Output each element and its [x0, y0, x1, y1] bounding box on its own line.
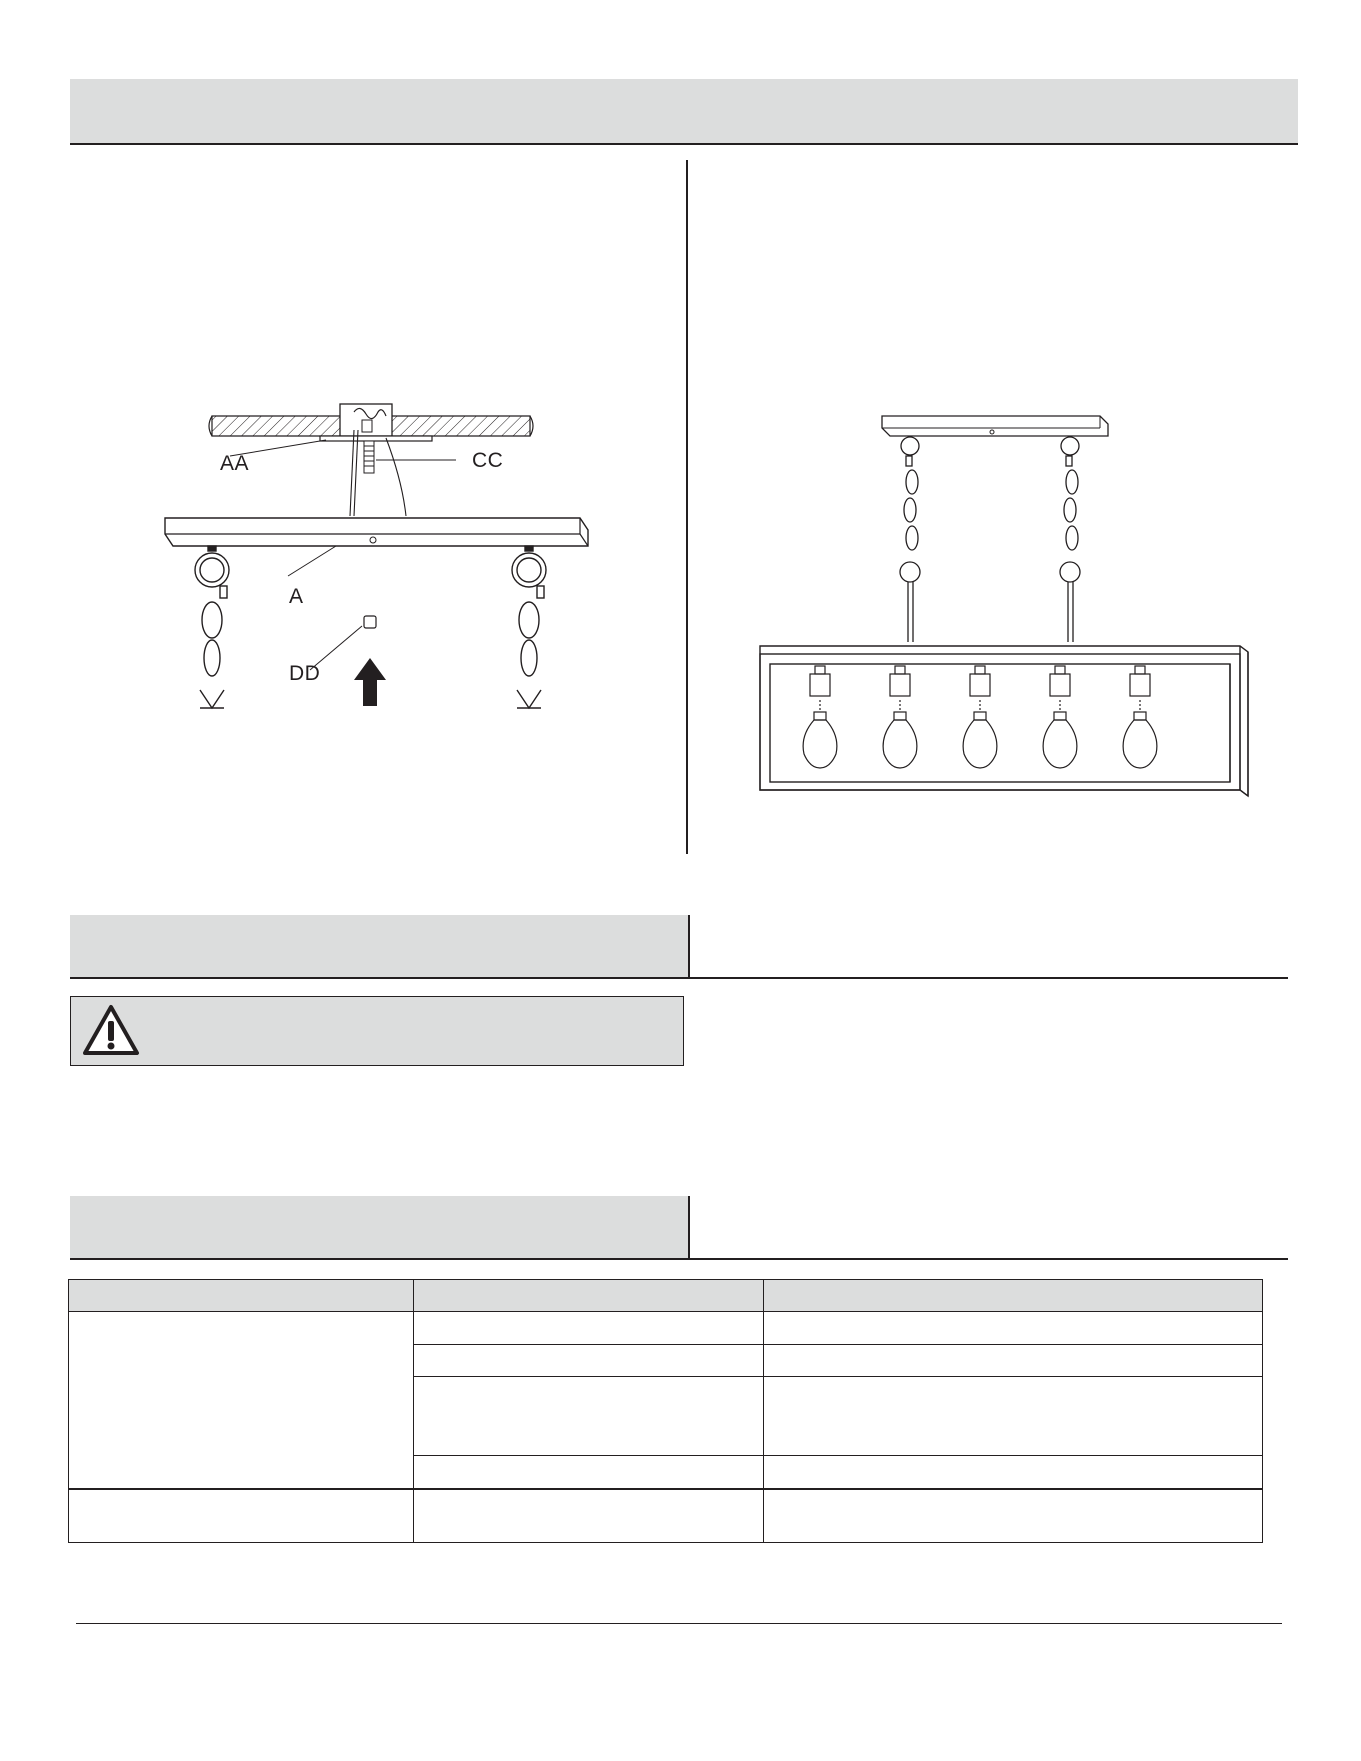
table-cell [414, 1456, 764, 1489]
finished-fixture-illustration [740, 410, 1260, 810]
wires [350, 430, 406, 516]
table-cell [414, 1312, 764, 1345]
fixture-right-chain [1060, 437, 1080, 642]
label-a: A [289, 585, 304, 608]
threaded-pipe [364, 441, 374, 473]
maintenance-section-underline [70, 977, 1288, 979]
page-header-bar [70, 79, 1298, 143]
table-row [69, 1489, 1263, 1543]
fixture-sockets-bulbs [803, 666, 1157, 768]
junction-box [340, 404, 392, 436]
mounting-bracket [320, 436, 432, 441]
table-cell [764, 1345, 1263, 1377]
column-divider [686, 160, 688, 854]
fixture-frame [760, 646, 1248, 796]
troubleshooting-section-divider [688, 1196, 690, 1259]
left-chain [195, 546, 229, 708]
troubleshooting-section-underline [70, 1258, 1288, 1260]
label-aa: AA [220, 452, 250, 475]
right-chain [512, 546, 546, 708]
label-dd: DD [289, 662, 321, 685]
table-cell [414, 1345, 764, 1377]
table-cell [69, 1312, 414, 1489]
table-row [69, 1312, 1263, 1345]
table-header-row [69, 1280, 1263, 1312]
maintenance-section-header [70, 915, 688, 978]
table-cell [69, 1489, 414, 1543]
table-header-problem [69, 1280, 414, 1312]
troubleshooting-table [68, 1279, 1263, 1543]
fixture-left-chain [900, 437, 920, 642]
table-cell [764, 1312, 1263, 1345]
maintenance-section-divider [688, 915, 690, 978]
table-header-cause [414, 1280, 764, 1312]
warning-triangle-icon [81, 1003, 141, 1059]
callout-lines [230, 440, 456, 670]
table-cell [764, 1456, 1263, 1489]
arrow-up-icon [354, 658, 386, 706]
fixture-canopy [882, 416, 1108, 436]
table-cell [764, 1377, 1263, 1456]
canopy [165, 518, 588, 546]
table-cell [414, 1377, 764, 1456]
cap-nut [364, 616, 376, 628]
warning-box [70, 996, 684, 1066]
table-header-action [764, 1280, 1263, 1312]
table-cell [414, 1489, 764, 1543]
canopy-mounting-illustration [140, 390, 610, 720]
header-underline [70, 143, 1298, 145]
troubleshooting-section-header [70, 1196, 688, 1259]
table-cell [764, 1489, 1263, 1543]
footer-rule [76, 1623, 1282, 1624]
label-cc: CC [472, 449, 504, 472]
